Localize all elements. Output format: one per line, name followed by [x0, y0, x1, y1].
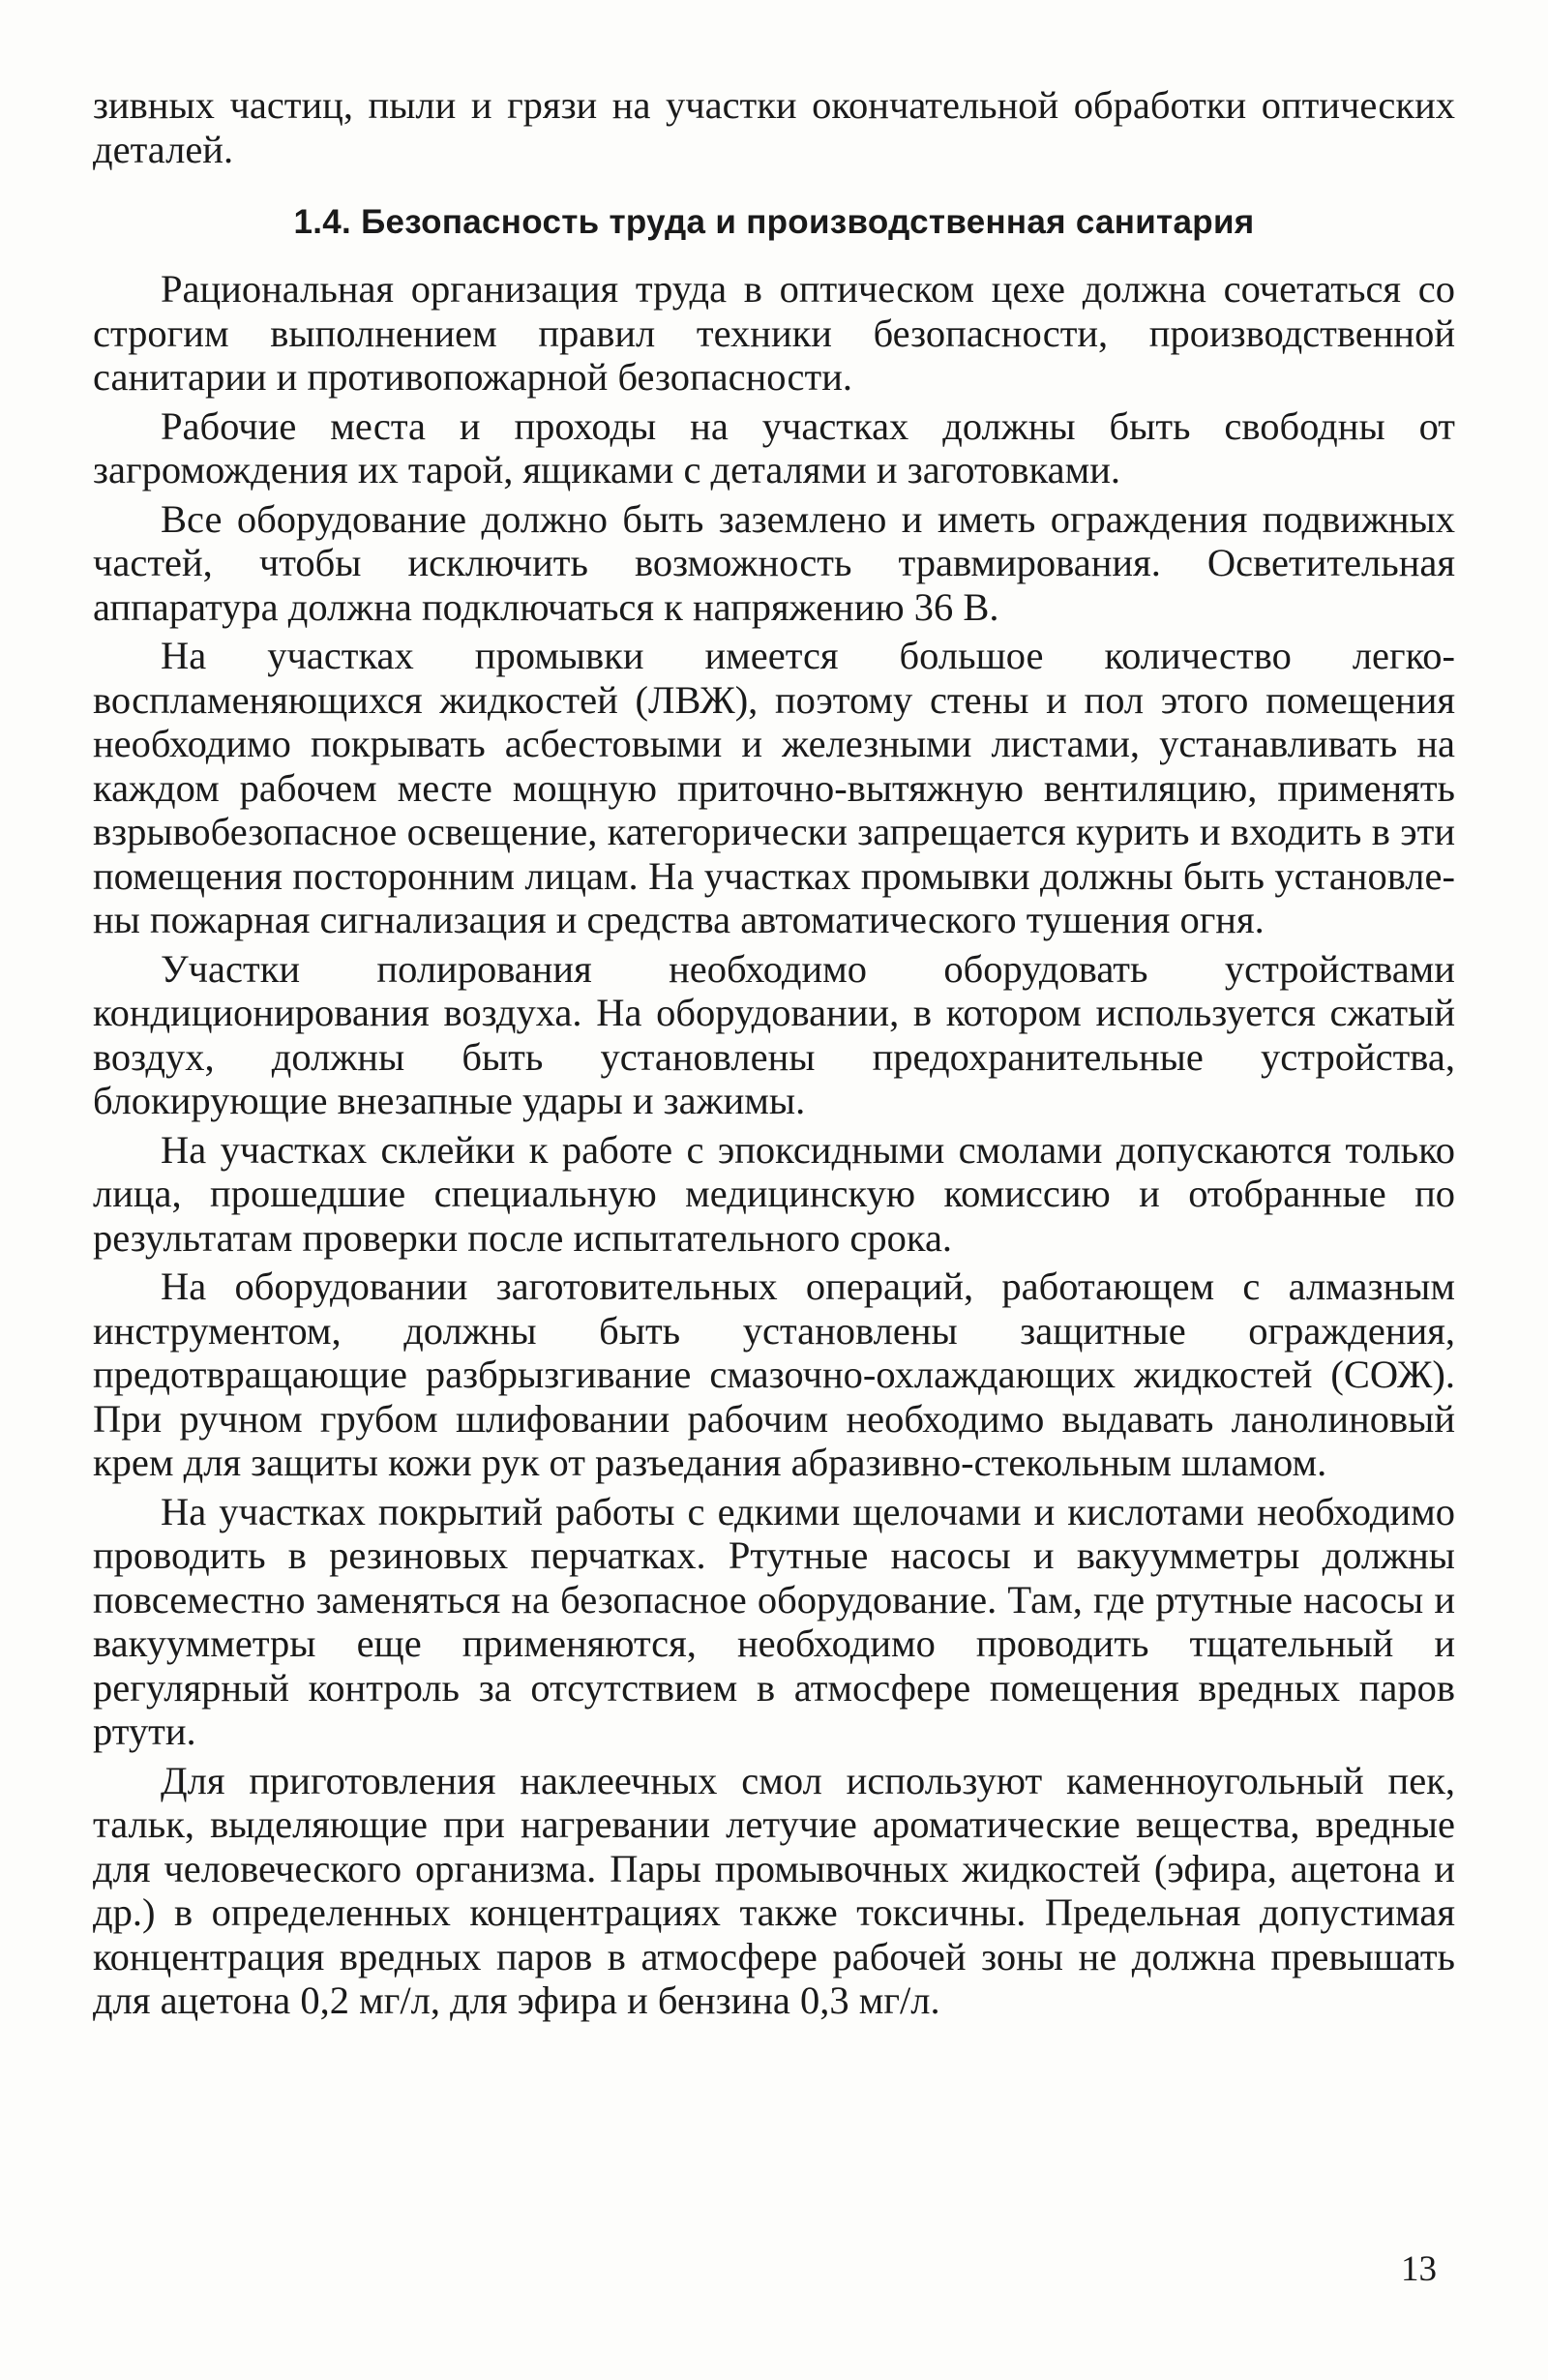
paragraph-polishing-areas: Участки полирования необходимо оборудовать устройствами кондиционирования воздуха. На оборудовании, в котором используется сжатый воздух, должны быть установлены предохранительные устройства, блокирующие внезапные удары и зажимы. [93, 946, 1455, 1122]
paragraph-grounding: Все оборудование должно быть заземлено и иметь ограждения подвижных частей, чтобы исключить возможность травмирования. Осветительная аппаратура должна подключаться к напряжению 36 В. [93, 496, 1455, 629]
paragraph-work-organization: Рациональная организация труда в оптическом цехе должна сочетаться со строгим выполнением правил техники безопасности, производственной санитарии и противопожарной безопасности. [93, 267, 1455, 399]
intro-paragraph: зивных частиц, пыли и грязи на участки окончательной обработки оптических деталей. [93, 83, 1455, 171]
paragraph-coating-areas: На участках покрытий работы с едкими щелочами и кислотами необходимо проводить в резиновых перчатках. Ртутные насосы и вакуумметры должны повсеместно заменяться на безопасное оборудование. Там, где ртутные насосы и вакуумметры еще применяются, необходимо проводить тщательный и регулярный контроль за отсутствием в атмосфере помещения вредных паров ртути. [93, 1489, 1455, 1753]
section-heading: 1.4. Безопасность труда и производственная санитария [293, 203, 1255, 241]
paragraph-washing-areas: На участках промывки имеется большое количество легковоспламеняющихся жидкостей (ЛВЖ), поэтому стены и пол этого помещения необходимо покрывать асбестовыми и железными листами, устанавливать на каждом рабочем месте мощную приточно-вытяжную вентиляцию, применять взрывобезопасное освещение, категорически запрещается курить и входить в эти помещения посторонним лицам. На участках промывки должны быть установлены пожарная сигнализация и средства автоматического тушения огня. [93, 634, 1455, 941]
page-number: 13 [1401, 2249, 1437, 2289]
page-content [93, 83, 1455, 2028]
paragraph-gluing-areas: На участках склейки к работе с эпоксидными смолами допускаются только лица, прошедшие специальную медицинскую комиссию и отобранные по результатам проверки после испытательного срока. [93, 1127, 1455, 1260]
paragraph-workplaces: Рабочие места и проходы на участках должны быть свободны от загромождения их тарой, ящиками с деталями и заготовками. [93, 403, 1455, 491]
paragraph-resins-toxicity: Для приготовления наклеечных смол используют каменноугольный пек, тальк, выделяющие при нагревании летучие ароматические вещества, вредные для человеческого организма. Пары промывочных жидкостей (эфира, ацетона и др.) в определенных концентрациях также токсичны. Предельная допустимая концентрация вредных паров в атмосфере рабочей зоны не должна превышать для ацетона 0,2 мг/л, для эфира и бензина 0,3 мг/л. [93, 1758, 1455, 2022]
paragraph-diamond-tools: На оборудовании заготовительных операций, работающем с алмазным инструментом, должны быть установлены защитные ограждения, предотвращающие разбрызгивание смазочно-охлаждающих жидкостей (СОЖ). При ручном грубом шлифовании рабочим необходимо выдавать ланолиновый крем для защиты кожи рук от разъедания абразивно-стекольным шламом. [93, 1264, 1455, 1484]
